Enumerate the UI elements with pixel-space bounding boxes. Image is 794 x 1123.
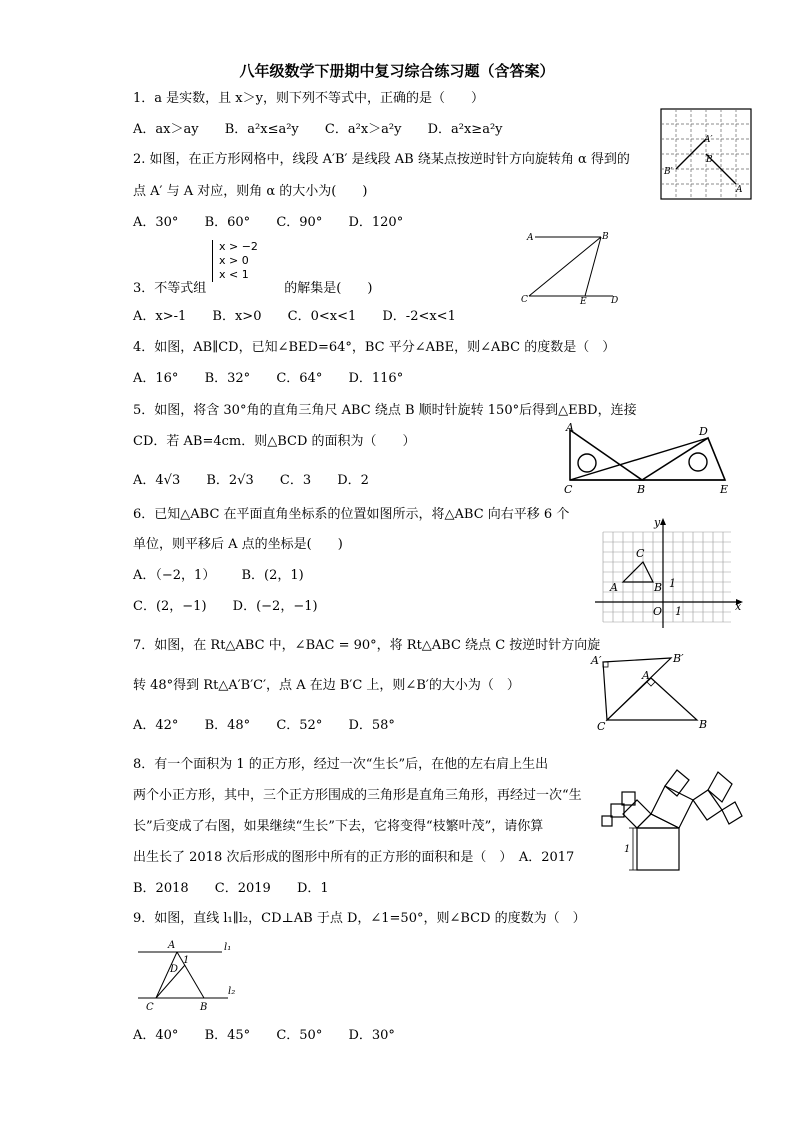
q2-option-a: A．30° [133,215,179,230]
q6-label-b: B [654,581,663,594]
q3-inequality-system [212,240,258,282]
q4-option-b: B．32° [204,371,251,386]
q3-ineq-1: x > −2 [219,240,258,253]
q8-label-one: 1 [624,844,631,855]
q9-label-l1: l₁ [224,942,232,953]
q7-rotated-triangle-figure [585,648,715,738]
q5-label-a: A [566,421,574,434]
q9-label-l2: l₂ [228,986,236,997]
q1-option-a: A．ax＞ay [133,122,199,137]
q3-text [133,280,372,298]
q2-line1: 2. 如图，在正方形网格中，线段 A′B′ 是线段 AB 绕某点按逆时针方向旋转角 α 得到的 [133,152,630,167]
q6-label-one-y: 1 [669,577,676,590]
q4-label-a: A [527,233,534,243]
q3-option-d: D．-2<x<1 [382,309,456,324]
q9-label-a: A [168,940,176,951]
q6-label-y: y [654,516,661,529]
q7-label-bprime: B′ [673,652,684,665]
q3-suffix: 的解集是( ) [284,281,373,296]
q5-line1: 5．如图，将含 30°角的直角三角尺 ABC 绕点 B 顺时针旋转 150°后得到△EBD，连接 [133,403,637,418]
q2-label-b: B [706,155,713,165]
q8-option-d: D．1 [296,881,329,896]
q5-option-a: A．4√3 [133,473,181,488]
q6-option-a: A．（−2，1） [133,568,216,583]
q9-label-b: B [200,1002,208,1013]
q7-line2: 转 48°得到 Rt△A′B′C′，点 A 在边 B′C 上，则∠B′的大小为（ ） [133,678,520,693]
q5-option-c: C．3 [279,473,312,488]
q6-label-x: x [735,600,742,613]
q9-parallel-lines-figure [130,936,250,1014]
q4-options [133,370,425,388]
q8-option-c: C．2019 [214,881,271,896]
q6-line1: 6．已知△ABC 在平面直角坐标系的位置如图所示，将△ABC 向右平移 6 个 [133,507,570,522]
q6-label-one-x: 1 [675,605,682,618]
q9-option-c: C．50° [276,1028,323,1043]
q5-option-b: B．2√3 [206,473,254,488]
q9-option-a: A．40° [133,1028,179,1043]
q3-option-b: B．x>0 [212,309,262,324]
q6-label-a: A [610,581,618,594]
q9-label-c: C [146,1002,154,1013]
q9-option-d: D．30° [348,1028,395,1043]
page-title: 八年级数学下册期中复习综合练习题（含答案） [239,62,555,80]
q5-label-c: C [564,483,573,496]
q4-option-a: A．16° [133,371,179,386]
q6-options-row2 [133,598,340,616]
q2-line2: 点 A′ 与 A 对应，则角 α 的大小为( ) [133,184,368,199]
q7-option-d: D．58° [348,718,395,733]
q9-label-angle-1: 1 [183,955,190,966]
q8-line3: 长”后变成了右图，如果继续“生长”下去，它将变得“枝繁叶茂”，请你算 [133,819,544,834]
q1-option-d: D．a²x≥a²y [427,122,503,137]
q8-option-b: B．2018 [133,881,189,896]
q7-label-aprime: A′ [591,654,602,667]
q9-text: 9．如图，直线 l₁∥l₂，CD⊥AB 于点 D，∠1=50°，则∠BCD 的度数为（ ） [133,911,586,926]
q6-coordinate-figure [585,510,750,630]
q2-label-bprime: B′ [664,167,673,177]
q6-label-c: C [636,547,645,560]
q7-option-a: A．42° [133,718,179,733]
q7-line1: 7．如图，在 Rt△ABC 中，∠BAC = 90°，将 Rt△ABC 绕点 C 按逆时针方向旋 [133,638,601,653]
q6-option-b: B．(2，1) [241,568,304,583]
q2-label-a: A [736,185,743,195]
q3-options [133,308,478,326]
q7-label-b: B [699,718,708,731]
q9-options [133,1027,417,1045]
q2-option-c: C．90° [276,215,323,230]
q4-text: 4．如图，AB∥CD，已知∠BED=64°，BC 平分∠ABE，则∠ABC 的度数是（ ） [133,340,616,355]
q5-label-d: D [699,425,708,438]
q8-options [133,880,351,898]
q7-option-b: B．48° [204,718,251,733]
q2-label-aprime: A′ [704,135,713,145]
q3-ineq-3: x < 1 [219,268,249,281]
q2-option-b: B．60° [204,215,251,230]
q3-prefix: 3．不等式组 [133,281,207,296]
q6-option-c: C．(2，−1) [133,599,207,614]
q1-options [133,121,525,139]
q4-option-d: D．116° [348,371,404,386]
q5-options [133,472,391,490]
q7-label-a: A [642,669,650,682]
q5-label-b: B [637,483,646,496]
q7-option-c: C．52° [276,718,323,733]
q1-text: 1．a 是实数，且 x＞y，则下列不等式中，正确的是（ ） [133,91,484,106]
q3-ineq-2: x > 0 [219,254,249,267]
q5-option-d: D．2 [337,473,369,488]
q8-line4: 出生长了 2018 次后形成的图形中所有的正方形的面积和是（ ） A．2017 [133,850,575,865]
q4-label-b: B [602,232,609,242]
q4-label-d: D [611,296,619,306]
q4-parallel-lines-figure [515,228,630,308]
q5-label-e: E [720,483,729,496]
q6-label-origin: O [653,605,663,618]
q3-option-c: C．0<x<1 [287,309,357,324]
q2-options [133,214,425,232]
q9-label-d: D [170,964,179,975]
q2-option-d: D．120° [348,215,404,230]
q4-label-e: E [580,297,587,307]
q7-label-c: C [597,720,606,733]
q1-option-c: C．a²x＞a²y [324,122,402,137]
q3-option-a: A．x>-1 [133,309,187,324]
q8-line2: 两个小正方形，其中，三个正方形围成的三角形是直角三角形，再经过一次“生 [133,788,582,803]
q1-option-b: B．a²x≤a²y [224,122,299,137]
q8-line1: 8．有一个面积为 1 的正方形，经过一次“生长”后，在他的左右肩上生出 [133,757,549,772]
q9-option-b: B．45° [204,1028,251,1043]
q6-options-row1 [133,567,326,585]
q2-grid-figure [660,108,752,200]
q5-triangles-figure [560,420,740,498]
q7-options [133,717,417,735]
q8-pythagoras-tree-figure [600,762,760,880]
q6-option-d: D．(−2，−1) [232,599,318,614]
q6-line2: 单位，则平移后 A 点的坐标是( ) [133,537,343,552]
q5-line2: CD．若 AB=4cm．则△BCD 的面积为（ ） [133,434,416,449]
q4-label-c: C [521,295,528,305]
q4-option-c: C．64° [276,371,323,386]
